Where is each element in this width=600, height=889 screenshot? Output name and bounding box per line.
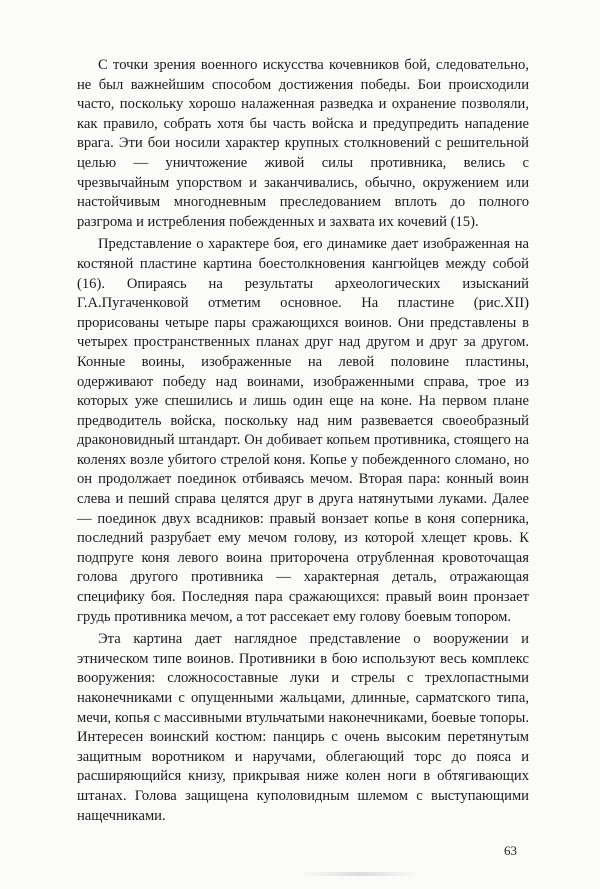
page-number: 63	[504, 843, 517, 858]
paragraph-1: С точки зрения военного искусства кочевников бой, следовательно, не был важнейшим способом достижения победы. Бои происходили часто, поскольку хорошо налаженная разведка и охранение позволяли, как правило, собрать хотя бы часть войска и предупредить нападение врага. Эти бои носили характер крупных столкновений с решительной целью — уничтожение живой силы противника, велись с чрезвычайным упорством и заканчивались, обычно, окружением или настойчивым многодневным преследованием вплоть до полного разгрома и истребления побежденных и захвата их кочевий (15).	[77, 57, 529, 230]
body-text	[77, 56, 529, 826]
paragraph-3: Эта картина дает наглядное представление о вооружении и этническом типе воинов. Противники в бою используют весь комплекс вооружения: сложносоставные луки и стрелы с трехлопастными наконечниками с опущенными жальцами, длинные, сарматского типа, мечи, копья с массивными втульчатыми наконечниками, боевые топоры. Интересен воинский костюм: панцирь с очень высоким перетянутым защитным воротником и наручами, облегающий торс до пояса и расширяющийся книзу, прикрывая ниже колен ноги в обтягивающих штанах. Голова защищена куполовидным шлемом с выступающими нащечниками.	[77, 631, 529, 824]
scan-smudge	[300, 872, 420, 876]
paragraph-2: Представление о характере боя, его динамике дает изображенная на костяной пластине картина боестолкновения кангюйцев между собой (16). Опираясь на результаты археологических изысканий Г.А.Пугаченковой отметим основное. На пластине (рис.XII) прорисованы четыре пары сражающихся воинов. Они представлены в четырех пространственных планах друг над другом и друг за другом. Конные воины, изображенные на левой половине пластины, одерживают победу над воинами, изображенными справа, трое из которых уже спешились и лишь один еще на коне. На первом плане предводитель войска, поскольку над ним развевается своеобразный драконовидный штандарт. Он добивает копьем противника, стоящего на коленях возле убитого стрелой коня. Копье у побежденного сломано, но он продолжает поединок отбиваясь мечом. Вторая пара: конный воин слева и пеший справа целятся друг в друга натянутыми луками. Далее — поединок двух всадников: правый вонзает копье в коня соперника, последний разрубает ему мечом голову, из которой хлещет кровь. К подпруге коня левого воина приторочена отрубленная кровоточащая голова другого противника — характерная деталь, отражающая специфику боя. Последняя пара сражающихся: правый воин пронзает грудь противника мечом, а тот рассекает ему голову боевым топором.	[77, 236, 529, 625]
